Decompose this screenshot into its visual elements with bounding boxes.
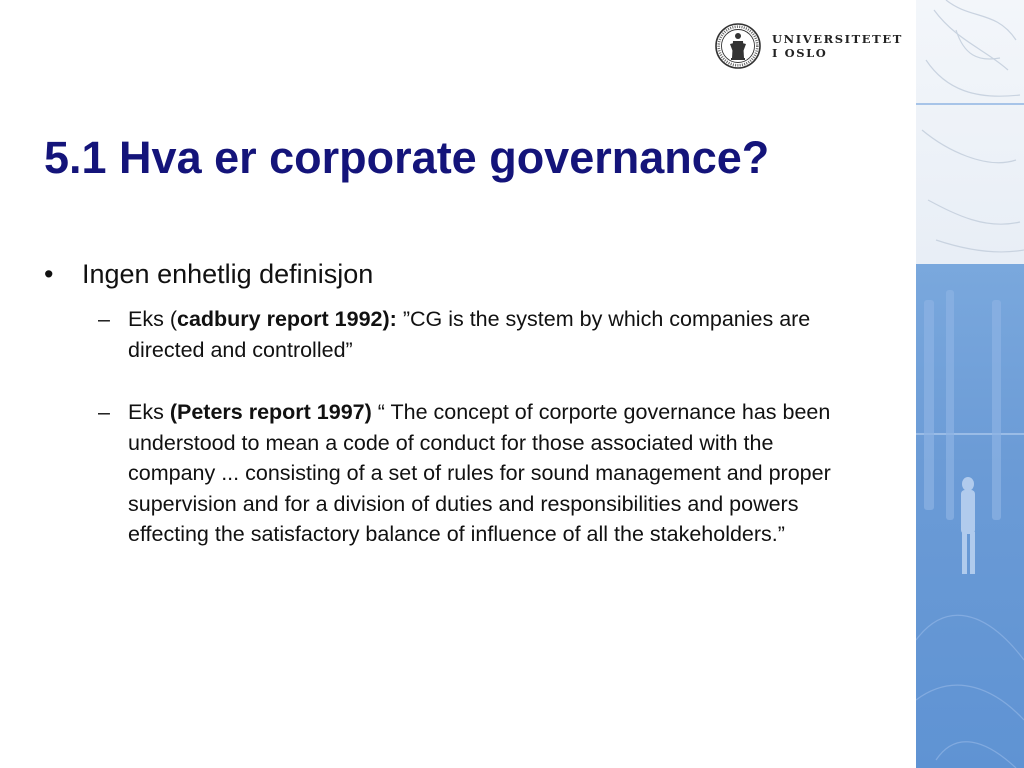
sub-bullet-quote: ”CG is the system by which companies are directed and controlled” — [128, 307, 811, 362]
slide-title: 5.1 Hva er corporate governance? — [44, 132, 770, 183]
slide-body — [44, 256, 864, 550]
university-logo — [714, 22, 904, 72]
university-seal-icon — [714, 22, 762, 70]
sub-bullet-marker: – — [98, 307, 110, 331]
sub-bullet-source: (Peters report 1997) — [169, 400, 372, 424]
university-name-line1: UNIVERSITETET — [772, 32, 903, 46]
decorative-side-strip — [916, 0, 1024, 768]
bullet-text: Ingen enhetlig definisjon — [82, 259, 374, 289]
sub-bullet-prefix: Eks ( — [128, 307, 177, 331]
strip-decoration-icon — [916, 0, 1024, 768]
sub-bullet-prefix: Eks — [128, 400, 170, 424]
sub-bullet-cadbury — [98, 304, 858, 365]
sub-bullet-marker: – — [98, 400, 110, 424]
bullet-marker: • — [44, 259, 54, 289]
sub-bullet-quote: “ The concept of corporte governance has been understood to mean a code of conduct for those associated with the company ... consisting of a set of rules for sound management and proper supervision and for a division of duties and responsibilities and powers effecting the satisfactory balance of influence of all the stakeholders.” — [128, 400, 831, 546]
sub-bullet-source: cadbury report 1992): — [176, 307, 397, 331]
sub-bullet-peters — [98, 397, 858, 550]
university-name — [772, 32, 903, 60]
bullet-item — [44, 256, 864, 292]
university-name-line2: I OSLO — [772, 46, 828, 60]
